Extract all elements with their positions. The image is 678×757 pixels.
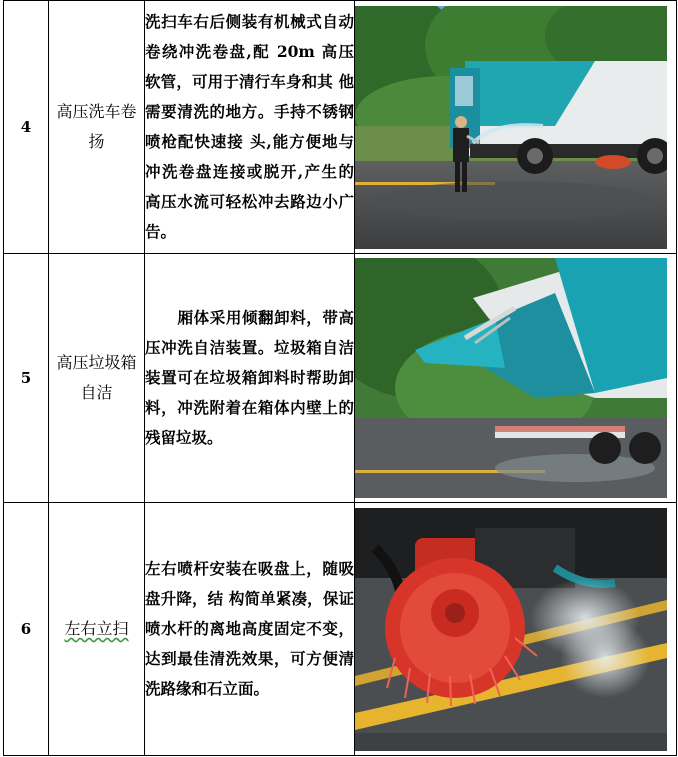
feature-name-text: 左右立扫 bbox=[64, 619, 129, 638]
row-number: 6 bbox=[4, 503, 49, 756]
red-side-brush-spray-photo bbox=[355, 508, 667, 751]
feature-name: 高压洗车卷扬 bbox=[49, 1, 145, 254]
worker-washing-truck-photo bbox=[355, 6, 667, 249]
row-number: 5 bbox=[4, 254, 49, 503]
feature-description: 洗扫车右后侧装有机械式自动卷绕冲洗卷盘,配 20m 高压软管，可用于清行车身和其 他需要清洗的地方。手持不锈钢喷枪配快速接 头,能方便地与冲洗卷盘连接或脱开,产生的 高压水流可轻松冲去路边小广告。 bbox=[145, 1, 355, 254]
tilted-garbage-box-photo bbox=[355, 258, 667, 498]
spec-table bbox=[3, 0, 677, 756]
feature-photo-cell bbox=[355, 503, 677, 756]
feature-photo-cell bbox=[355, 1, 677, 254]
feature-description bbox=[145, 254, 355, 503]
feature-description-text: 厢体采用倾翻卸料，带高压冲洗自洁装置。垃圾箱自洁装置可在垃圾箱卸料时帮助卸料，冲洗附着在箱体内壁上的残留垃圾。 bbox=[145, 308, 354, 447]
feature-photo-cell bbox=[355, 254, 677, 503]
table-row bbox=[4, 503, 677, 756]
feature-description: 左右喷杆安装在吸盘上，随吸盘升降，结 构简单紧凑，保证喷水杆的离地高度固定不变，达到最佳清洗效果，可方便清洗路缘和石立面。 bbox=[145, 503, 355, 756]
row-number: 4 bbox=[4, 1, 49, 254]
table-row bbox=[4, 1, 677, 254]
feature-name bbox=[49, 503, 145, 756]
feature-name: 高压垃圾箱自洁 bbox=[49, 254, 145, 503]
table-row bbox=[4, 254, 677, 503]
